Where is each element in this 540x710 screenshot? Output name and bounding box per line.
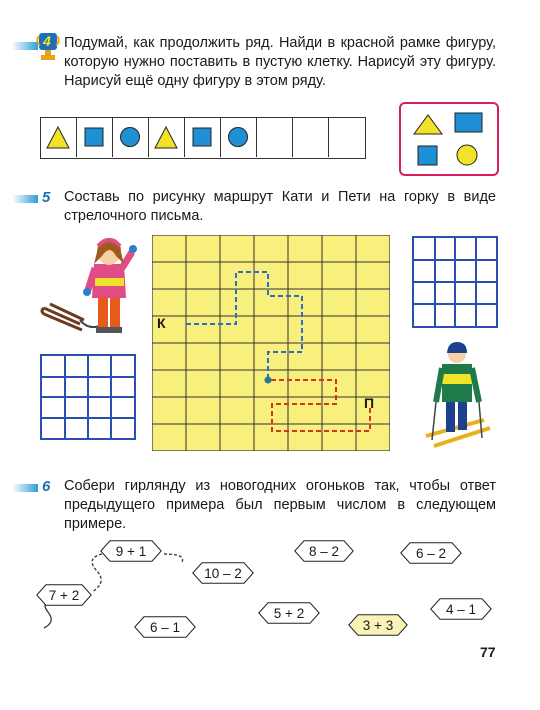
option-circle[interactable] bbox=[457, 145, 477, 165]
sequence-cell-triangle bbox=[40, 117, 77, 157]
light-expression: 4 – 1 bbox=[445, 601, 477, 617]
sequence-cell-square bbox=[184, 117, 221, 157]
light-expression: 10 – 2 bbox=[204, 565, 242, 581]
garland-light[interactable] bbox=[294, 540, 354, 562]
light-expression: 6 – 2 bbox=[415, 545, 447, 561]
option-triangle[interactable] bbox=[414, 115, 442, 134]
garland-light[interactable] bbox=[400, 542, 462, 564]
garland-light[interactable] bbox=[134, 616, 196, 638]
garland-light[interactable] bbox=[100, 540, 162, 562]
sequence-empty-cell[interactable] bbox=[292, 117, 329, 157]
cup-icon bbox=[36, 32, 60, 62]
task-number: 5 bbox=[42, 189, 51, 206]
task4-text: Подумай, как продолжить ряд. Найди в красной рамке фигуру, которую нужно поставить в пустую клетку. Нарисуй эту фигуру. Нарисуй ещё одну фигуру в этом ряду. bbox=[64, 35, 496, 89]
garland-light[interactable] bbox=[258, 602, 320, 624]
options-frame bbox=[399, 102, 499, 176]
garland-light[interactable] bbox=[430, 598, 492, 620]
light-expression: 7 + 2 bbox=[48, 587, 80, 603]
boy-petya-illustration bbox=[424, 342, 492, 448]
page-number: 77 bbox=[480, 644, 496, 660]
option-rectangle[interactable] bbox=[455, 113, 482, 132]
sequence-empty-cell[interactable] bbox=[256, 117, 293, 157]
task-number: 4 bbox=[43, 33, 51, 49]
empty-grid-left[interactable] bbox=[40, 354, 136, 440]
route-map bbox=[152, 235, 390, 451]
light-expression: 8 – 2 bbox=[308, 543, 340, 559]
sequence-cell-circle bbox=[112, 117, 149, 157]
empty-grid-right[interactable] bbox=[412, 236, 498, 328]
task-number: 6 bbox=[42, 478, 51, 495]
label-petya: П bbox=[364, 395, 375, 411]
task6-text: Собери гирлянду из новогодних огоньков так, чтобы ответ предыдущего примера был первым числом в следующем примере. bbox=[64, 478, 496, 532]
garland-light[interactable] bbox=[36, 584, 92, 606]
task5-text: Составь по рисунку маршрут Кати и Пети на горку в виде стрелочного письма. bbox=[64, 189, 496, 224]
light-expression: 3 + 3 bbox=[362, 617, 394, 633]
light-expression: 6 – 1 bbox=[149, 619, 181, 635]
sequence-empty-cell[interactable] bbox=[328, 117, 364, 157]
garland-light[interactable] bbox=[348, 614, 408, 636]
sequence-cell-square bbox=[76, 117, 113, 157]
sequence-cell-circle bbox=[220, 117, 257, 157]
light-expression: 5 + 2 bbox=[273, 605, 305, 621]
girl-katya-illustration bbox=[40, 234, 140, 338]
section-marker-5 bbox=[12, 195, 38, 203]
option-square[interactable] bbox=[418, 146, 437, 165]
light-expression: 9 + 1 bbox=[115, 543, 147, 559]
hill-top-point bbox=[265, 377, 272, 384]
section-marker-4 bbox=[12, 42, 38, 50]
section-marker-6 bbox=[12, 484, 38, 492]
label-katya: К bbox=[157, 315, 166, 331]
sequence-cell-triangle bbox=[148, 117, 185, 157]
garland-light[interactable] bbox=[192, 562, 254, 584]
